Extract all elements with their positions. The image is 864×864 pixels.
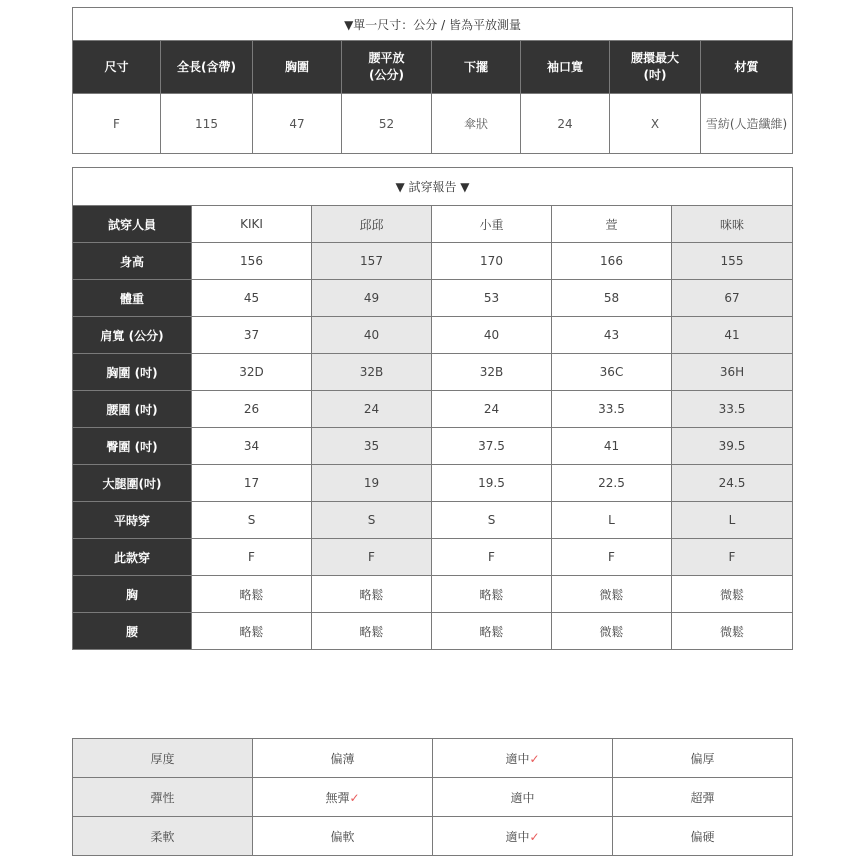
tryon-row: [73, 576, 793, 613]
tryon-row: [73, 465, 793, 502]
tryon-cell: S: [432, 502, 552, 539]
tryon-cell: 67: [672, 280, 793, 317]
tryon-cell: 26: [192, 391, 312, 428]
tryon-row: [73, 280, 793, 317]
fabric-option-label: 適中: [510, 790, 535, 805]
material-header: 材質: [701, 41, 793, 94]
cuff-width-value: 24: [521, 94, 610, 154]
tryon-report-title: ▼ 試穿報告 ▼: [73, 168, 793, 206]
tryon-cell: 微鬆: [672, 613, 793, 650]
tryon-row-label: 試穿人員: [73, 206, 192, 243]
tryon-row-label: 身高: [73, 243, 192, 280]
fabric-option-label: 偏薄: [330, 751, 355, 766]
tryon-cell: 41: [672, 317, 793, 354]
waist-flat-value: 52: [342, 94, 432, 154]
fabric-option: [433, 817, 613, 856]
tryon-cell: 萱: [552, 206, 672, 243]
hem-value: 傘狀: [432, 94, 521, 154]
waist-max-value: X: [610, 94, 701, 154]
tryon-cell: 24.5: [672, 465, 793, 502]
fabric-row: [73, 817, 793, 856]
tryon-row-label: 大腿圍(吋): [73, 465, 192, 502]
tryon-row: [73, 613, 793, 650]
tryon-cell: 微鬆: [672, 576, 793, 613]
tryon-row-label: 腰: [73, 613, 192, 650]
tryon-cell: 34: [192, 428, 312, 465]
fabric-option-label: 適中: [505, 829, 530, 844]
tryon-cell: 32D: [192, 354, 312, 391]
size-value: F: [73, 94, 161, 154]
check-mark-icon: ✓: [349, 790, 360, 805]
tryon-cell: S: [312, 502, 432, 539]
fabric-option: [613, 778, 793, 817]
tryon-cell: 45: [192, 280, 312, 317]
fabric-option: [253, 817, 433, 856]
fabric-option: [253, 778, 433, 817]
fabric-row-label: 柔軟: [73, 817, 253, 856]
tryon-cell: 37: [192, 317, 312, 354]
check-mark-icon: ✓: [529, 751, 540, 766]
tryon-cell: 24: [432, 391, 552, 428]
tryon-cell: 41: [552, 428, 672, 465]
fabric-row-label: 厚度: [73, 739, 253, 778]
fabric-option: [253, 739, 433, 778]
tryon-cell: 157: [312, 243, 432, 280]
tryon-cell: 32B: [312, 354, 432, 391]
fabric-option-label: 無彈: [325, 790, 350, 805]
cuff-width-header: 袖口寬: [521, 41, 610, 94]
tryon-cell: 微鬆: [552, 576, 672, 613]
waist-flat-header: 腰平放 (公分): [342, 41, 432, 94]
tryon-row: [73, 428, 793, 465]
hem-header: 下擺: [432, 41, 521, 94]
fabric-option-label: 偏硬: [690, 829, 715, 844]
tryon-cell: 36C: [552, 354, 672, 391]
tryon-report-table: [72, 167, 793, 650]
tryon-cell: L: [672, 502, 793, 539]
tryon-cell: 19: [312, 465, 432, 502]
tryon-cell: 32B: [432, 354, 552, 391]
length-header: 全長(含帶): [161, 41, 253, 94]
fabric-option-label: 適中: [505, 751, 530, 766]
waist-max-header: 腰擐最大 (吋): [610, 41, 701, 94]
tryon-cell: 邱邱: [312, 206, 432, 243]
tryon-cell: 166: [552, 243, 672, 280]
tryon-row-label: 臀圍 (吋): [73, 428, 192, 465]
tryon-cell: 略鬆: [192, 576, 312, 613]
tryon-cell: F: [312, 539, 432, 576]
fabric-properties-table: [72, 738, 793, 856]
check-mark-icon: ✓: [529, 829, 540, 844]
tryon-cell: F: [432, 539, 552, 576]
tryon-cell: 35: [312, 428, 432, 465]
tryon-cell: F: [552, 539, 672, 576]
tryon-row: [73, 502, 793, 539]
fabric-option: [433, 739, 613, 778]
tryon-cell: 37.5: [432, 428, 552, 465]
tryon-cell: 40: [432, 317, 552, 354]
tryon-row: [73, 317, 793, 354]
tryon-cell: F: [192, 539, 312, 576]
fabric-option-label: 超彈: [690, 790, 715, 805]
tryon-cell: 略鬆: [312, 576, 432, 613]
size-chart-table: [72, 7, 793, 154]
fabric-option-label: 偏厚: [690, 751, 715, 766]
tryon-row: [73, 354, 793, 391]
tryon-cell: 33.5: [672, 391, 793, 428]
tryon-cell: 略鬆: [432, 613, 552, 650]
fabric-row: [73, 739, 793, 778]
size-chart-title: ▼單一尺寸：公分 / 皆為平放測量: [73, 8, 793, 41]
tryon-cell: KIKI: [192, 206, 312, 243]
fabric-option: [613, 817, 793, 856]
tryon-cell: 40: [312, 317, 432, 354]
tryon-cell: 咪咪: [672, 206, 793, 243]
tryon-row: [73, 539, 793, 576]
tryon-row: [73, 206, 793, 243]
size-header: 尺寸: [73, 41, 161, 94]
tryon-cell: 22.5: [552, 465, 672, 502]
tryon-cell: 49: [312, 280, 432, 317]
tryon-cell: S: [192, 502, 312, 539]
tryon-cell: 39.5: [672, 428, 793, 465]
tryon-row-label: 腰圍 (吋): [73, 391, 192, 428]
fabric-option-label: 偏軟: [330, 829, 355, 844]
fabric-row: [73, 778, 793, 817]
tryon-cell: 略鬆: [312, 613, 432, 650]
tryon-row: [73, 391, 793, 428]
fabric-option: [613, 739, 793, 778]
tryon-row: [73, 243, 793, 280]
tryon-cell: 小重: [432, 206, 552, 243]
tryon-cell: 170: [432, 243, 552, 280]
tryon-cell: 略鬆: [432, 576, 552, 613]
tryon-cell: 17: [192, 465, 312, 502]
fabric-option: [433, 778, 613, 817]
material-value: 雪紡(人造纖維): [701, 94, 793, 154]
tryon-row-label: 肩寬 (公分): [73, 317, 192, 354]
tryon-row-label: 平時穿: [73, 502, 192, 539]
tryon-cell: 156: [192, 243, 312, 280]
tryon-cell: 53: [432, 280, 552, 317]
tryon-cell: 19.5: [432, 465, 552, 502]
tryon-cell: 33.5: [552, 391, 672, 428]
length-value: 115: [161, 94, 253, 154]
tryon-cell: 155: [672, 243, 793, 280]
tryon-row-label: 胸: [73, 576, 192, 613]
tryon-row-label: 胸圍 (吋): [73, 354, 192, 391]
tryon-cell: 24: [312, 391, 432, 428]
tryon-row-label: 此款穿: [73, 539, 192, 576]
tryon-cell: 微鬆: [552, 613, 672, 650]
bust-value: 47: [253, 94, 342, 154]
tryon-cell: 58: [552, 280, 672, 317]
tryon-cell: 36H: [672, 354, 793, 391]
tryon-cell: L: [552, 502, 672, 539]
bust-header: 胸圍: [253, 41, 342, 94]
tryon-cell: 略鬆: [192, 613, 312, 650]
tryon-cell: 43: [552, 317, 672, 354]
tryon-cell: F: [672, 539, 793, 576]
fabric-row-label: 彈性: [73, 778, 253, 817]
tryon-row-label: 體重: [73, 280, 192, 317]
